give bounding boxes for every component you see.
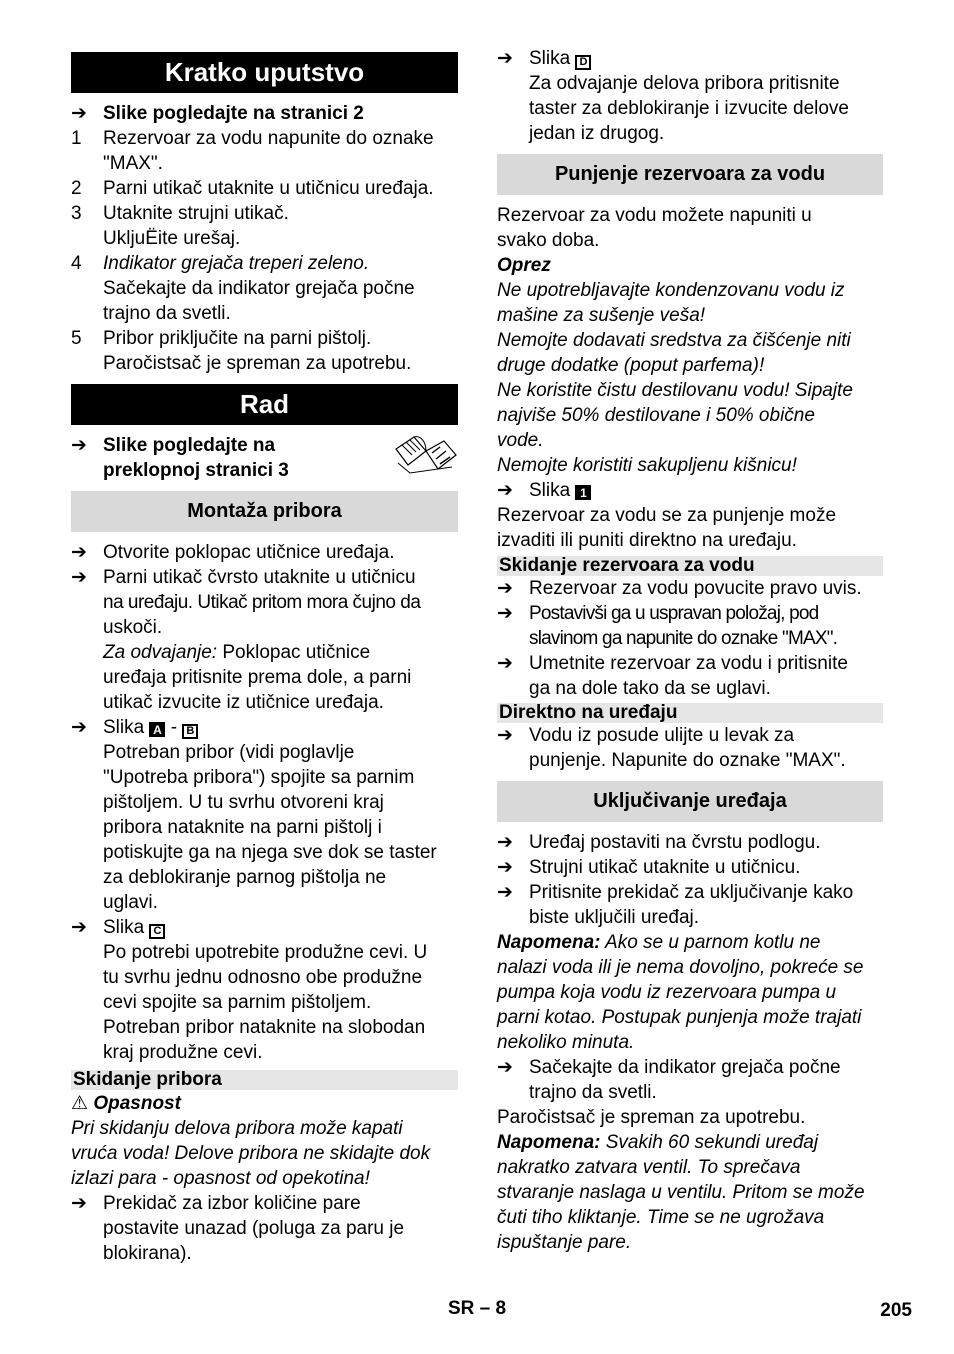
heading-ukljucivanje: Uključivanje uređaja — [497, 781, 883, 822]
figure-badge-1: 1 — [575, 485, 591, 500]
step-2: 2 Parni utikač utaknite u utičnicu uređaja. — [71, 178, 434, 199]
figure-badge-b: B — [182, 724, 198, 739]
skidanje-step: ➔ Prekidač za izbor količine pare postavite unazad (poluga za paru je blokirana). — [71, 1193, 405, 1264]
figure-badge-a: A — [149, 722, 165, 737]
ukljucivanje-step-2: ➔ Strujni utikač utaknite u utičnicu. — [497, 857, 801, 878]
arrow-icon: ➔ — [71, 1193, 87, 1214]
arrow-icon: ➔ — [497, 603, 513, 624]
heading-direktno: Direktno na uređaju — [497, 703, 883, 723]
montaza-slika-c: ➔ Slika C Po potrebi upotrebite produžne cevi. U tu svrhu jednu odnosno obe produžne cevi spojite sa parnim pištoljem. Potreban pribor nataknite na slobodan kraj produžne cevi. — [71, 917, 428, 1063]
arrow-icon: ➔ — [71, 542, 87, 563]
arrow-icon: ➔ — [497, 653, 513, 674]
step-1: 1 Rezervoar za vodu napunite do oznake "MAX". — [71, 128, 434, 174]
danger-title: ⚠ Opasnost — [71, 1093, 181, 1114]
skidanje-rez-step-2: ➔ Postavivši ga u uspravan položaj, pod slavinom ga napunite do oznake "MAX". — [497, 603, 838, 649]
arrow-icon: ➔ — [497, 725, 513, 746]
slika-d: ➔ Slika D Za odvajanje delova pribora pritisnite taster za deblokiranje i izvucite delove jedan iz drugog. — [497, 48, 850, 144]
instruction-see-fold: ➔ Slike pogledajte na preklopnoj stranici 3 — [71, 433, 458, 483]
fill-text: Rezervoar za vodu možete napuniti u svako doba. — [497, 205, 812, 251]
instruction-see-pages: ➔ Slike pogledajte na stranici 2 — [71, 103, 364, 124]
wait-step: ➔ Sačekajte da indikator grejača počne trajno da svetli. — [497, 1057, 841, 1103]
ready-text: Paročistsač je spreman za upotrebu. — [497, 1107, 806, 1128]
heading-skidanje-pribora: Skidanje pribora — [71, 1070, 458, 1090]
step-5: 5 Pribor priključite na parni pištolj. Paročistsač je spreman za upotrebu. — [71, 328, 412, 374]
arrow-icon: ➔ — [497, 578, 513, 599]
montaza-step-1: ➔ Otvorite poklopac utičnice uređaja. — [71, 542, 395, 563]
footer-section-label: SR – 8 — [447, 1298, 507, 1319]
arrow-icon: ➔ — [497, 857, 513, 878]
arrow-icon: ➔ — [497, 882, 513, 903]
heading-punjenje: Punjenje rezervoara za vodu — [497, 154, 883, 195]
ukljucivanje-step-3: ➔ Pritisnite prekidač za uključivanje kako biste uključili uređaj. — [497, 882, 854, 928]
step-4: 4 Indikator grejača treperi zeleno. Sačekajte da indikator grejača počne trajno da svetli. — [71, 253, 415, 324]
arrow-icon: ➔ — [497, 480, 513, 501]
step-3: 3 Utaknite strujni utikač. UkljuËite urešaj. — [71, 203, 289, 249]
figure-badge-c: C — [149, 924, 165, 939]
slika-1: ➔ Slika 1 — [497, 478, 883, 503]
arrow-icon: ➔ — [497, 1057, 513, 1078]
slika-1-text: Rezervoar za vodu se za punjenje može izvaditi ili puniti direktno na uređaju. — [497, 505, 837, 551]
arrow-icon: ➔ — [71, 717, 87, 738]
arrow-icon: ➔ — [71, 567, 87, 588]
arrow-icon: ➔ — [71, 917, 87, 938]
napomena-2: Napomena: Svakih 60 sekundi uređaj nakratko zatvara ventil. To sprečava stvaranje naslaga u ventilu. Pritom se može čuti tiho kliktanje. Time se ne ugrožava ispuštanje pare. — [497, 1132, 865, 1253]
arrow-icon: ➔ — [71, 435, 87, 456]
book-icon — [392, 433, 458, 477]
arrow-icon: ➔ — [497, 48, 513, 69]
heading-montaza-pribora: Montaža pribora — [71, 491, 458, 532]
right-column — [497, 46, 883, 1255]
skidanje-rez-step-3: ➔ Umetnite rezervoar za vodu i pritisnite ga na dole tako da se uglavi. — [497, 653, 848, 699]
napomena-1: Napomena: Ako se u parnom kotlu ne nalazi voda ili je nema dovoljno, pokreće se pumpa koja vodu iz rezervoara pumpa u parni kotao. Postupak punjenja može trajati nekoliko minuta. — [497, 932, 864, 1053]
montaza-step-2: ➔ Parni utikač čvrsto utaknite u utičnicu na uređaju. Utikač pritom mora čujno da uskoči. Za odvajanje: Poklopac utičnice uređaja pritisnite prema dole, a parni utikač izvucite iz utičnice uređaja. — [71, 567, 421, 713]
page-number: 205 — [880, 1300, 912, 1321]
ukljucivanje-step-1: ➔ Uređaj postaviti na čvrstu podlogu. — [497, 832, 821, 853]
heading-kratko-uputstvo: Kratko uputstvo — [71, 52, 458, 93]
heading-skidanje-rezervoara: Skidanje rezervoara za vodu — [497, 556, 883, 576]
oprez-title: Oprez — [497, 255, 551, 276]
danger-text: Pri skidanju delova pribora može kapati vruća voda! Delove pribora ne skidajte dok izlazi para - opasnost od opekotina! — [71, 1118, 431, 1189]
montaza-slika-a-b: ➔ Slika A - B Potreban pribor (vidi poglavlje "Upotreba pribora") spojite sa parnim pištoljem. U tu svrhu otvoreni kraj pribora nataknite na parni pištolj i potiskujte ga na njega sve dok se taster za deblokiranje parnog pištolja ne uglavi. — [71, 717, 437, 913]
arrow-icon: ➔ — [497, 832, 513, 853]
heading-rad: Rad — [71, 384, 458, 425]
left-column — [71, 46, 458, 1266]
arrow-icon: ➔ — [71, 103, 87, 124]
oprez-text: Ne upotrebljavajte kondenzovanu vodu iz mašine za sušenje veša! Nemojte dodavati sredstva za čišćenje niti druge dodatke (poput parfema)! Ne koristite čistu destilovanu vodu! Sipajte najviše 50% destilovane i 50% obične vode. Nemojte koristiti sakupljenu kišnicu! — [497, 280, 853, 476]
skidanje-rez-step-1: ➔ Rezervoar za vodu povucite pravo uvis. — [497, 578, 862, 599]
warning-icon: ⚠ — [71, 1093, 89, 1114]
figure-badge-d: D — [575, 55, 591, 70]
direktno-step: ➔ Vodu iz posude ulijte u levak za punjenje. Napunite do oznake "MAX". — [497, 725, 846, 771]
